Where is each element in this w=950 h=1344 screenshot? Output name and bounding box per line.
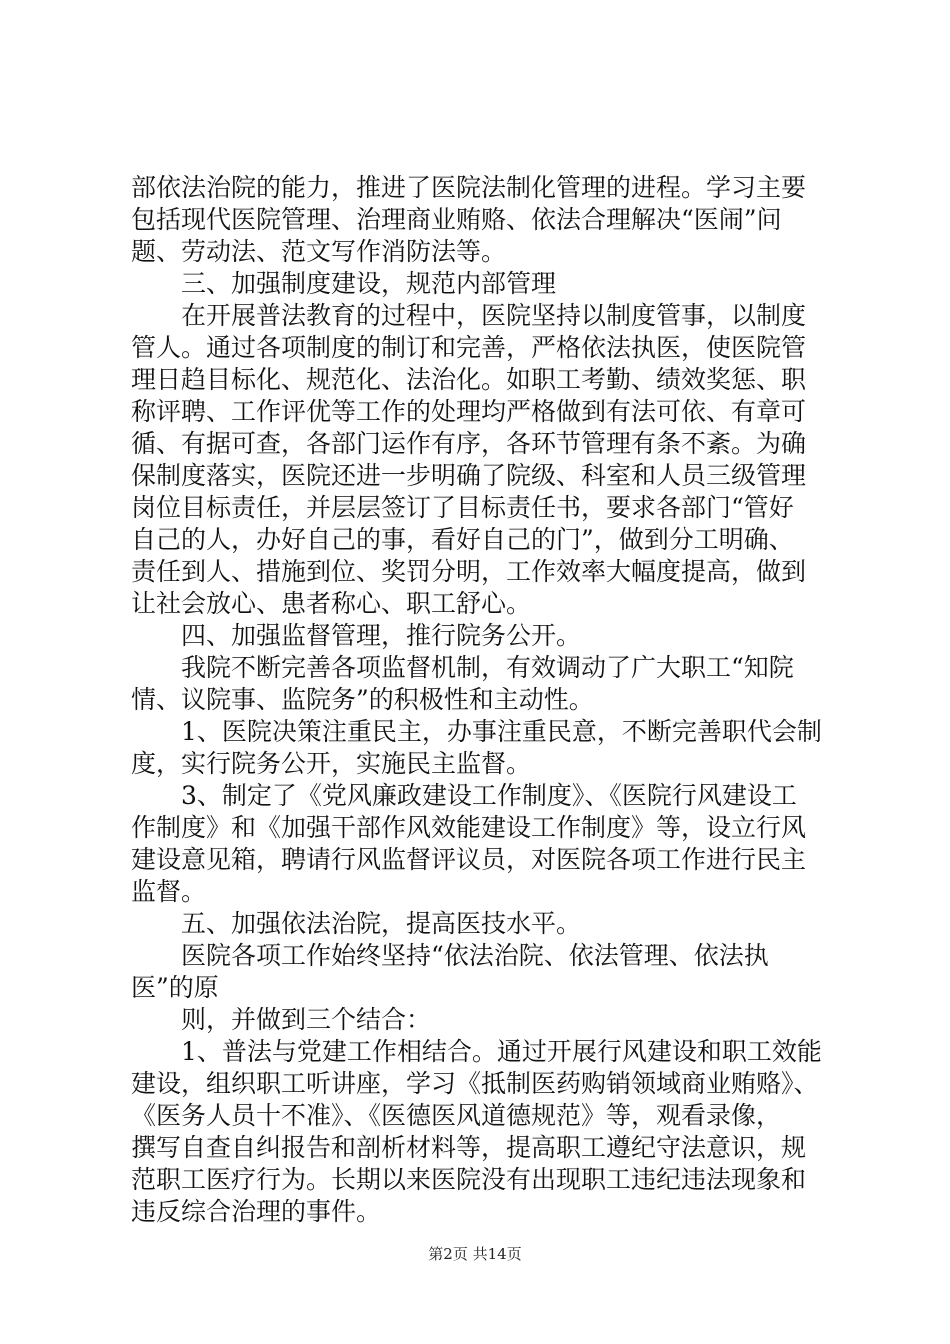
text-line: 1、普法与党建工作相结合。通过开展行风建设和职工效能 [181, 1037, 822, 1066]
text-line: 保制度落实，医院还进一步明确了院级、科室和人员三级管理 [131, 461, 807, 490]
text-line: 1、医院决策注重民主，办事注重民意，不断完善职代会制 [181, 717, 822, 746]
text-line: 循、有据可查，各部门运作有序，各环节管理有条不紊。为确 [131, 429, 807, 458]
text-line: 自己的人，办好自己的事，看好自己的门”，做到分工明确、 [131, 525, 794, 554]
text-line: 监督。 [131, 877, 207, 906]
section-heading: 三、加强制度建设，规范内部管理 [181, 269, 557, 298]
text-line: 包括现代医院管理、治理商业贿赂、依法合理解决“医闹”问 [131, 205, 782, 234]
text-line: 范职工医疗行为。长期以来医院没有出现职工违纪违法现象和 [131, 1165, 807, 1194]
text-line: 责任到人、措施到位、奖罚分明，工作效率大幅度提高，做到 [131, 557, 807, 586]
text-line: 《医务人员十不准》、《医德医风道德规范》等，观看录像， [131, 1101, 782, 1130]
text-line: 部依法治院的能力，推进了医院法制化管理的进程。学习主要 [131, 173, 807, 202]
text-line: 让社会放心、患者称心、职工舒心。 [131, 589, 532, 618]
text-line: 度，实行院务公开，实施民主监督。 [131, 749, 532, 778]
text-line: 医”的原 [131, 973, 219, 1002]
page-number-footer: 第2页 共14页 [428, 1245, 522, 1263]
text-line: 建设，组织职工听讲座，学习《抵制医药购销领域商业贿赂》、 [131, 1069, 819, 1098]
text-line: 则，并做到三个结合： [181, 1005, 432, 1034]
section-heading: 五、加强依法治院，提高医技水平。 [181, 909, 582, 938]
text-line: 医院各项工作始终坚持“依法治院、依法管理、依法执 [181, 941, 769, 970]
document-body [131, 172, 831, 1228]
text-line: 我院不断完善各项监督机制，有效调动了广大职工“知院 [181, 653, 794, 682]
text-line: 3、制定了《党风廉政建设工作制度》、《医院行风建设工 [181, 781, 797, 810]
text-line: 管人。通过各项制度的制订和完善，严格依法执医，使医院管 [131, 333, 807, 362]
section-heading: 四、加强监督管理，推行院务公开。 [181, 621, 582, 650]
text-line: 建设意见箱，聘请行风监督评议员，对医院各项工作进行民主 [131, 845, 807, 874]
text-line: 称评聘、工作评优等工作的处理均严格做到有法可依、有章可 [131, 397, 807, 426]
text-line: 在开展普法教育的过程中，医院坚持以制度管事，以制度 [181, 301, 807, 330]
text-line: 作制度》和《加强干部作风效能建设工作制度》等，设立行风 [131, 813, 807, 842]
text-line: 违反综合治理的事件。 [131, 1197, 382, 1226]
text-line: 岗位目标责任，并层层签订了目标责任书，要求各部门“管好 [131, 493, 794, 522]
text-line: 理日趋目标化、规范化、法治化。如职工考勤、绩效奖惩、职 [131, 365, 807, 394]
text-line: 情、议院事、监院务”的积极性和主动性。 [131, 685, 594, 714]
text-line: 题、劳动法、范文写作消防法等。 [131, 237, 507, 266]
text-line: 撰写自查自纠报告和剖析材料等，提高职工遵纪守法意识，规 [131, 1133, 807, 1162]
